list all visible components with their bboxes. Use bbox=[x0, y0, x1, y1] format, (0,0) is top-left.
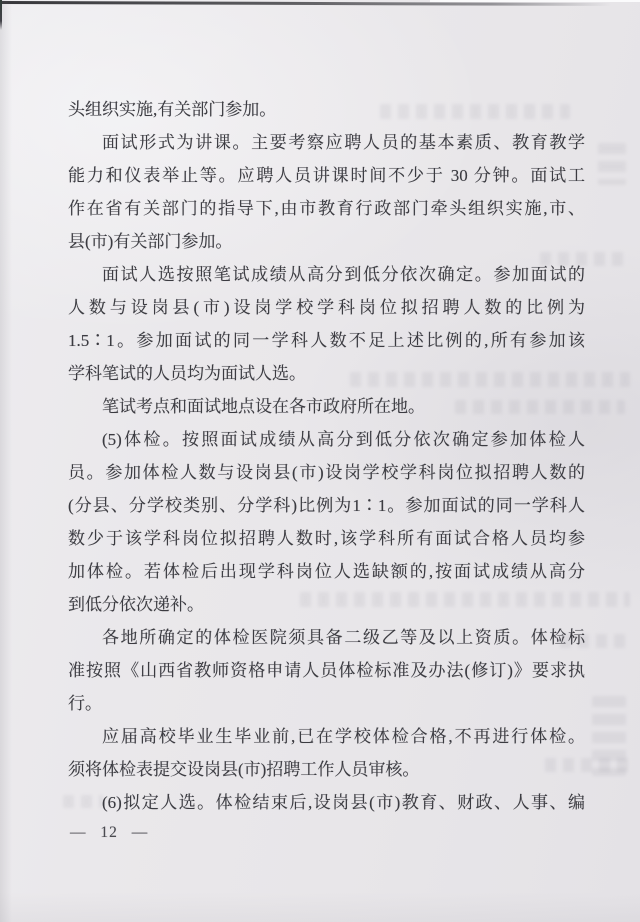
text-line: 作在省有关部门的指导下,由市教育行政部门牵头组织实施,市、 bbox=[68, 199, 585, 218]
text-line: (分县、分学校类别、分学科)比例为1∶1。参加面试的同一学科人 bbox=[68, 496, 585, 515]
text-line: 1.5∶1。参加面试的同一学科人数不足上述比例的,所有参加该 bbox=[68, 331, 585, 350]
paragraph bbox=[68, 786, 585, 819]
text-line: 须将体检表提交设岗县(市)招聘工作人员审核。 bbox=[68, 760, 420, 779]
text-line: 各地所确定的体检医院须具备二级乙等及以上资质。体检标 bbox=[102, 628, 585, 647]
text-line: 到低分依次递补。 bbox=[68, 595, 204, 614]
paragraph bbox=[68, 423, 585, 621]
text-line: 加体检。若体检后出现学科岗位人选缺额的,按面试成绩从高分 bbox=[68, 562, 585, 581]
text-line: 准按照《山西省教师资格申请人员体检标准及办法(修订)》要求执 bbox=[68, 661, 585, 680]
text-line: 县(市)有关部门参加。 bbox=[68, 232, 233, 251]
text-line: (6)拟定人选。体检结束后,设岗县(市)教育、财政、人事、编 bbox=[102, 793, 585, 812]
left-edge-shade bbox=[0, 0, 12, 922]
text-line: 笔试考点和面试地点设在各市政府所在地。 bbox=[102, 397, 425, 416]
bleedthrough-mark bbox=[598, 143, 626, 185]
text-line: 能力和仪表举止等。应聘人员讲课时间不少于 30 分钟。面试工 bbox=[68, 166, 585, 185]
text-line: 面试形式为讲课。主要考察应聘人员的基本素质、教育教学 bbox=[102, 133, 585, 152]
text-line: (5)体检。按照面试成绩从高分到低分依次确定参加体检人 bbox=[102, 430, 585, 449]
text-line: 行。 bbox=[68, 694, 102, 713]
paragraph bbox=[68, 720, 585, 786]
paragraph bbox=[68, 93, 585, 126]
text-line: 面试人选按照笔试成绩从高分到低分依次确定。参加面试的 bbox=[102, 265, 585, 284]
text-line: 应届高校毕业生毕业前,已在学校体检合格,不再进行体检。 bbox=[102, 727, 585, 746]
text-line: 员。参加体检人数与设岗县(市)设岗学校学科岗位拟招聘人数的 bbox=[68, 463, 585, 482]
document-body bbox=[68, 93, 585, 819]
text-line: 学科笔试的人员均为面试人选。 bbox=[68, 364, 306, 383]
paragraph bbox=[68, 621, 585, 720]
page-number: — 12 — bbox=[70, 824, 149, 841]
text-line: 数少于该学科岗位拟招聘人数时,该学科所有面试合格人员均参 bbox=[68, 529, 585, 548]
text-line: 人数与设岗县(市)设岗学校学科岗位拟招聘人数的比例为 bbox=[68, 298, 585, 317]
bottom-edge-shade bbox=[0, 892, 640, 922]
paragraph bbox=[68, 390, 585, 423]
paragraph bbox=[68, 258, 585, 390]
paragraph bbox=[68, 126, 585, 258]
text-line: 头组织实施,有关部门参加。 bbox=[68, 100, 277, 119]
